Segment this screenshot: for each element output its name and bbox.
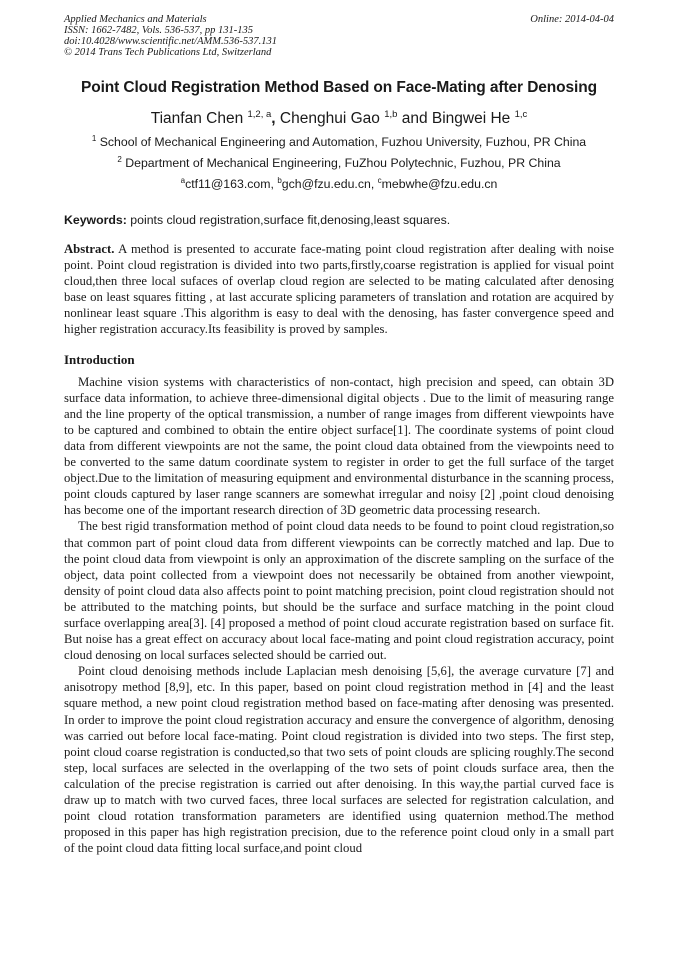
paper-title: Point Cloud Registration Method Based on Face-Mating after Denosing [80,79,598,96]
abstract-text: A method is presented to accurate face-mating point cloud registration after dealing with noise point. Point cloud registration is divided into two parts,firstly,coarse registration is applied for visual point cloud,then three local sufaces of overlap cloud region are selected to be mating calculated after denosing base on least squares fitting , at last accurate splicing parameters of translation and rotation are acquired by nonlinear least square .This algorithm is easy to deal with the denosing, has faster convergence speed and higher registration accuracy.Its feasibility is proved by samples. [64,242,614,337]
author-separator: and [397,110,432,127]
author-affil-marker: 1,c [514,109,528,120]
email-address[interactable]: mebwhe@fzu.edu.cn [381,177,498,191]
affiliation-text: Department of Mechanical Engineering, FuZhou Polytechnic, Fuzhou, PR China [121,156,561,170]
affiliation [64,155,614,170]
author-list [64,109,614,128]
author-name: Tianfan Chen [150,110,248,127]
author-affil-marker: 1,b [384,109,398,120]
author-affil-marker: 1,2, a [247,109,272,120]
keywords [64,213,614,227]
affiliation-number: 2 [117,155,122,164]
keywords-label: Keywords: [64,213,127,227]
email-list [64,176,614,191]
introduction-body [64,374,614,857]
journal-header [64,14,614,58]
affiliation-number: 1 [91,134,97,143]
journal-issn: ISSN: 1662-7482, Vols. 536-537, pp 131-135 [64,25,253,36]
author-name: Chenghui Gao [279,110,385,127]
email-address[interactable]: ctf11@163.com, [185,177,278,191]
author-separator: , [271,110,280,127]
paragraph: Point cloud denoising methods include Laplacian mesh denoising [5,6], the average curvature [7] and anisotropy method [8,9], etc. In this paper, based on point cloud registration method in [4] and the least square method, a new point cloud registration method based on face-mating after denosing was presented. In order to improve the point cloud registration accuracy and ensure the convergence of algorithm, denosing was carried out before local face-mating. Point cloud registration is divided into two steps. The first step, point cloud coarse registration is conducted,so that two sets of point clouds are splicing roughly.The second step, local surfaces are selected in the overlapping of the two sets of point clouds surface area, then the calculation of the precise registration is carried out after denoising. In this way,the partial curved face is draw up to match with two curved faces, three local surfaces are selected for registration calculation, and point cloud rotation transformation parameters are identified using quaternion method.The method proposed in this paper has high registration precision, due to the reference point cloud only in a small part of the point cloud data fitting local surface,and point cloud [64,664,614,856]
abstract [64,241,614,338]
journal-copyright: © 2014 Trans Tech Publications Ltd, Switzerland [64,47,272,58]
journal-name: Applied Mechanics and Materials [64,14,207,25]
affiliation-text: School of Mechanical Engineering and Automation, Fuzhou University, Fuzhou, PR China [96,135,587,149]
email-address[interactable]: gch@fzu.edu.cn, [281,177,378,191]
journal-doi: doi:10.4028/www.scientific.net/AMM.536-537.131 [64,36,277,47]
affiliation [64,134,614,149]
paragraph: Machine vision systems with characteristics of non-contact, high precision and speed, can obtain 3D surface data information, to achieve three-dimensional digital objects . Due to the limit of measuring range and the line property of the optical transmission, a number of range images from different viewpoints have to be captured and combined to obtain the entire object surface[1]. The coordinate systems of point cloud data from different viewpoints are not the same, the point cloud data obtained from the viewpoints need to be converted to the same datum coordinate system to register in order to get the full surface of the target object.Due to the limitation of measuring equipment and environmental disturbance in the scanning process, point clouds captured by laser range scanners are somewhat irregular and noisy [2] ,point cloud denoising has become one of the important research direction of 3D geometric data processing research. [64,374,614,518]
paragraph: The best rigid transformation method of point cloud data needs to be found to point cloud registration,so that common part of point cloud data from different viewpoints can be correctly matched and lap. Due to the point cloud data from viewpoint is only an approximation of the discrete sampling on the surface of the object, data point collected from a viewpoint does not necessarily be obtained from another viewpoint, density of point cloud data also affects point to point matching precision, point cloud registration should not be attributed to the matching points, but should be the surface and surface matching in the point cloud surface overlapping area[3]. [4] proposed a method of point cloud accurate registration based on surface fit. But noise has a great effect on accuracy about local face-mating and point cloud registration accuracy, point cloud denosing on local surfaces selected should be carried out. [64,519,614,663]
author-name: Bingwei He [431,110,515,127]
email-marker: a [180,176,186,185]
keywords-text: points cloud registration,surface fit,denosing,least squares. [126,213,451,227]
section-heading-introduction: Introduction [64,351,135,367]
online-date: Online: 2014-04-04 [530,14,614,25]
email-marker: b [277,176,282,185]
abstract-label: Abstract. [64,242,115,256]
email-marker: c [377,176,382,185]
